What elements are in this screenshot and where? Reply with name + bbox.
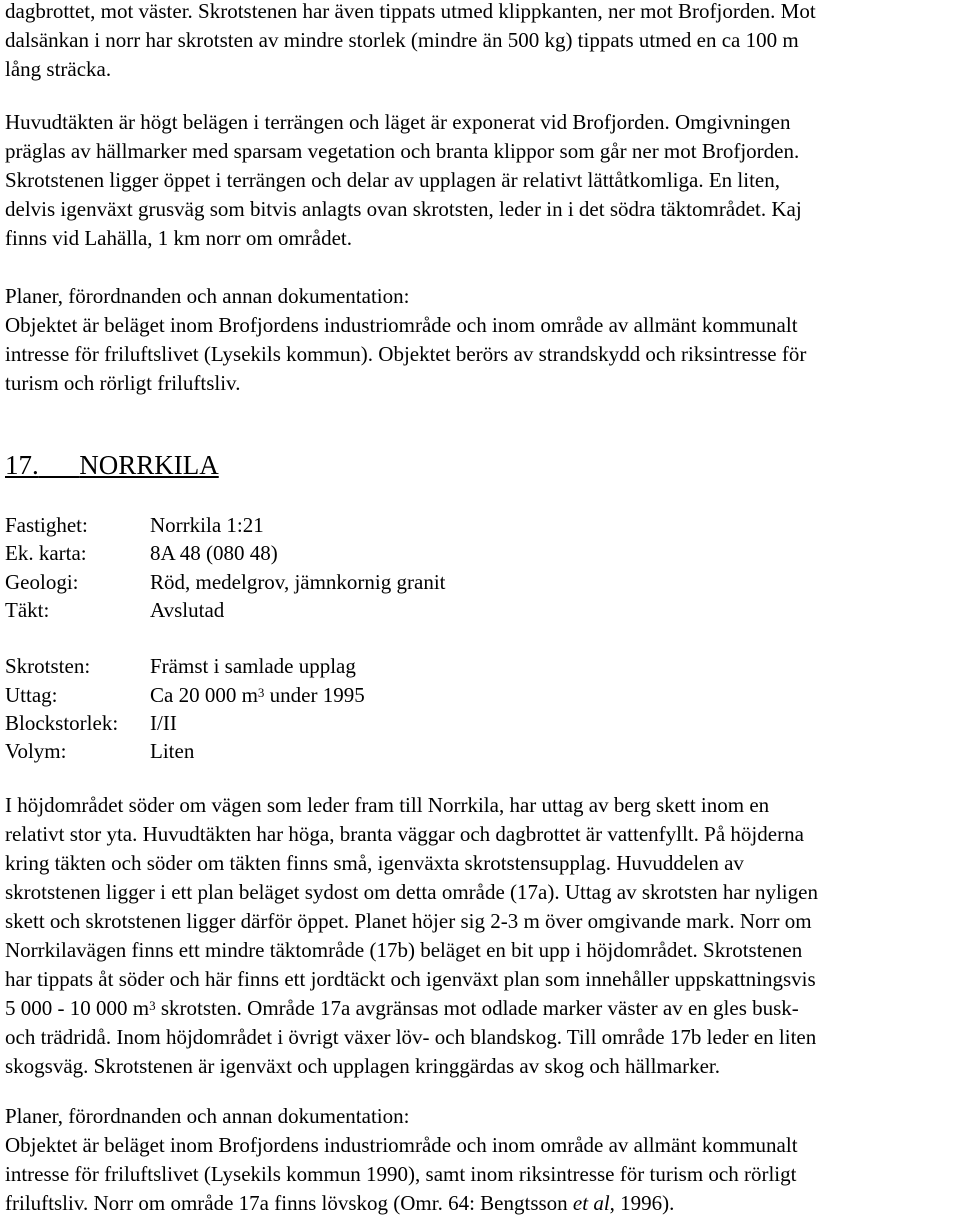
stone-value: Främst i samlade upplag [150,654,356,678]
stone-value: Liten [150,739,195,763]
text-line: 5 000 - 10 000 $m^3$ skrotsten. Område 17a avgränsas mot odlade marker väster av en gles busk- [5,996,799,1020]
text-line: präglas av hällmarker med sparsam vegetation och branta klippor som går ner mot Brofjorden. [5,139,800,163]
text-line: Norrkilavägen finns ett mindre täktområde (17b) beläget en bit upp i höjdområdet. Skrotstenen [5,938,803,962]
detail-label: Fastighet: [5,513,88,537]
text-line: dalsänkan i norr har skrotsten av mindre storlek (mindre än 500 kg) tippats utmed en ca 100 m [5,28,799,52]
superscript: 3 [257,685,265,700]
stone-value: I/II [150,711,177,735]
stone-value: Ca 20 000 $m^3$ under 1995 [150,683,365,707]
text-line: har tippats åt söder och här finns ett jordtäckt och igenväxt plan som innehåller uppskattningsvis [5,967,816,991]
detail-label: Ek. karta: [5,541,87,565]
plans-heading: Planer, förordnanden och annan dokumentation: [5,284,410,308]
text-line: och trädridå. Inom höjdområdet i övrigt växer löv- och blandskog. Till område 17b leder en liten [5,1025,817,1049]
stone-label: Skrotsten: [5,654,91,678]
text-line: dagbrottet, mot väster. Skrotstenen har även tippats utmed klippkanten, ner mot Brofjorden. Mot [5,0,816,23]
italic-text: et al [572,1191,610,1215]
text-line: Objektet är beläget inom Brofjordens industriområde och inom område av allmänt kommunalt [5,313,798,337]
text-line: skogsväg. Skrotstenen är igenväxt och upplagen kringgärdas av skog och hällmarker. [5,1054,720,1078]
detail-value: Röd, medelgrov, jämnkornig granit [150,570,446,594]
detail-label: Täkt: [5,598,50,622]
stone-label: Blockstorlek: [5,711,119,735]
text-line: Skrotstenen ligger öppet i terrängen och delar av upplagen är relativt lättåtkomliga. En liten, [5,168,780,192]
section-title: NORRKILA [79,450,219,480]
text-line: I höjdområdet söder om vägen som leder fram till Norrkila, har uttag av berg skett inom en [5,793,770,817]
text-line: relativt stor yta. Huvudtäkten har höga, branta väggar och dagbrottet är vattenfyllt. På höjderna [5,822,804,846]
text-line: Objektet är beläget inom Brofjordens industriområde och inom område av allmänt kommunalt [5,1133,798,1157]
plans-section [5,282,955,398]
section-heading [5,450,219,481]
text-line: kring täkten och söder om täkten finns små, igenväxta skrotstensupplag. Huvuddelen av [5,851,744,875]
plans-heading: Planer, förordnanden och annan dokumentation: [5,1104,410,1128]
superscript: 3 [149,998,156,1013]
area-description-paragraph [5,791,955,1081]
text-line: skett och skrotstenen ligger därför öppet. Planet höjer sig 2-3 m över omgivande mark. Norr om [5,909,812,933]
detail-value: Norrkila 1:21 [150,513,264,537]
text-line: turism och rörligt friluftsliv. [5,371,241,395]
text-line: intresse för friluftslivet (Lysekils kommun 1990), samt inom riksintresse för turism och rörligt [5,1162,797,1186]
text-line: intresse för friluftslivet (Lysekils kommun). Objektet berörs av strandskydd och riksintresse för [5,342,807,366]
stone-label: Volym: [5,739,67,763]
intro-paragraph [5,0,955,84]
text-line: finns vid Lahälla, 1 km norr om området. [5,226,353,250]
section-number: 17. [5,450,39,480]
detail-label: Geologi: [5,570,79,594]
plans-section [5,1102,955,1218]
stone-label: Uttag: [5,683,58,707]
site-description-paragraph [5,108,955,253]
detail-value: 8A 48 (080 48) [150,541,278,565]
detail-value: Avslutad [150,598,225,622]
text-line: friluftsliv. Norr om område 17a finns lövskog (Omr. 64: Bengtsson et al, 1996). [5,1191,675,1215]
text-line: lång sträcka. [5,57,112,81]
text-line: Huvudtäkten är högt belägen i terrängen och läget är exponerat vid Brofjorden. Omgivningen [5,110,791,134]
text-line: skrotstenen ligger i ett plan beläget sydost om detta område (17a). Uttag av skrotsten har nyligen [5,880,818,904]
text-line: delvis igenväxt grusväg som bitvis anlagts ovan skrotsten, leder in i det södra täktområdet. Kaj [5,197,802,221]
